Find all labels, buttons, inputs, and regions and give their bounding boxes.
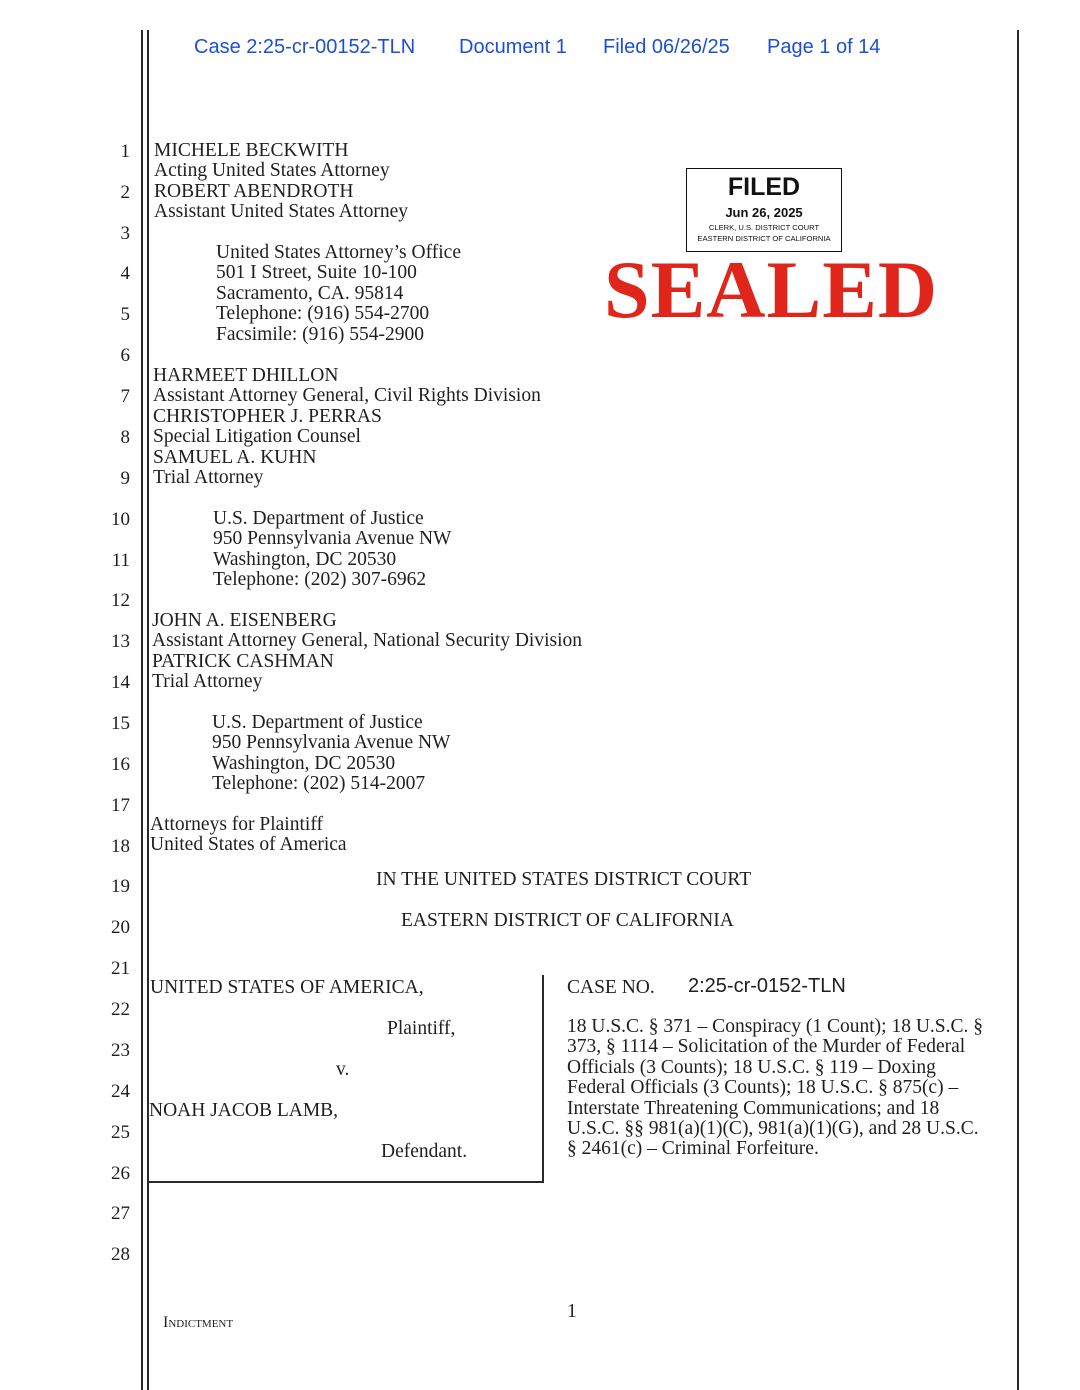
address-line: Telephone: (202) 514-2007 xyxy=(212,773,426,795)
line-number: 23 xyxy=(111,1040,130,1061)
defendant-role: Defendant. xyxy=(381,1141,468,1162)
line-number: 28 xyxy=(111,1244,130,1265)
header-filed-date: Filed 06/26/25 xyxy=(603,36,730,58)
filed-stamp-district: EASTERN DISTRICT OF CALIFORNIA xyxy=(697,234,831,243)
versus: v. xyxy=(336,1059,350,1080)
attorney-title: Acting United States Attorney xyxy=(154,160,390,182)
line-number: 21 xyxy=(111,958,130,979)
address-line: U.S. Department of Justice xyxy=(213,508,424,529)
line-number: 10 xyxy=(111,509,130,530)
attorney-line: CHRISTOPHER J. PERRAS xyxy=(153,405,382,427)
line-number: 9 xyxy=(120,468,130,489)
line-number: 4 xyxy=(120,263,130,284)
defendant-name: NOAH JACOB LAMB, xyxy=(149,1100,339,1121)
attorney-line: JOHN A. EISENBERG xyxy=(152,610,337,631)
line-number: 18 xyxy=(111,836,130,857)
line-number: 5 xyxy=(120,304,130,325)
address-line: Facsimile: (916) 554-2900 xyxy=(216,323,424,345)
line-number: 13 xyxy=(111,631,130,652)
plaintiff-name: UNITED STATES OF AMERICA, xyxy=(150,977,424,998)
caption-vertical-divider xyxy=(542,975,544,1182)
line-number: 11 xyxy=(111,550,130,571)
court-title: IN THE UNITED STATES DISTRICT COURT xyxy=(376,869,752,890)
attorney-address-doj-1 xyxy=(213,509,451,591)
footer-document-label: Indictment xyxy=(163,1314,234,1331)
address-line: 950 Pennsylvania Avenue NW xyxy=(213,528,452,550)
attorney-block-national-security xyxy=(152,611,582,693)
attorney-name: MICHELE BECKWITH xyxy=(154,140,349,161)
line-number: 6 xyxy=(120,345,130,366)
line-number: 15 xyxy=(111,713,130,734)
header-document: Document 1 xyxy=(459,36,567,58)
attorney-line: SAMUEL A. KUHN xyxy=(153,446,317,468)
attorney-line: PATRICK CASHMAN xyxy=(152,650,334,672)
case-number-label: CASE NO. xyxy=(567,977,655,998)
line-number: 14 xyxy=(111,672,130,693)
attorneys-for-plaintiff xyxy=(150,815,347,856)
caption-horizontal-divider xyxy=(148,1181,544,1183)
attorney-name: ROBERT ABENDROTH xyxy=(154,180,354,202)
line-number: 3 xyxy=(120,223,130,244)
charge-line: Officials (3 Counts); 18 U.S.C. § 119 – Doxing xyxy=(567,1056,936,1078)
line-number: 19 xyxy=(111,876,130,897)
plaintiff-role: Plaintiff, xyxy=(387,1018,456,1039)
filed-stamp-date: Jun 26, 2025 xyxy=(725,205,803,220)
attorney-title: Assistant United States Attorney xyxy=(154,201,409,223)
line-number: 22 xyxy=(111,999,130,1020)
charge-line: U.S.C. §§ 981(a)(1)(C), 981(a)(1)(G), and 28 U.S.C. xyxy=(567,1118,979,1140)
charge-line: 373, § 1114 – Solicitation of the Murder of Federal xyxy=(567,1036,966,1058)
address-line: Sacramento, CA. 95814 xyxy=(216,282,404,304)
line-number: 17 xyxy=(111,795,130,816)
ecf-header xyxy=(194,36,914,62)
charges-list xyxy=(567,1017,983,1160)
court-district: EASTERN DISTRICT OF CALIFORNIA xyxy=(401,910,734,931)
filed-stamp-clerk: CLERK, U.S. DISTRICT COURT xyxy=(708,223,820,232)
line-number: 12 xyxy=(111,590,130,611)
address-line: Telephone: (202) 307-6962 xyxy=(213,569,427,591)
left-margin-rule-inner xyxy=(147,30,149,1390)
address-line: 950 Pennsylvania Avenue NW xyxy=(212,732,451,754)
footer-page-number: 1 xyxy=(567,1301,577,1322)
attorney-line: Assistant Attorney General, Civil Rights Division xyxy=(153,385,541,407)
address-line: 501 I Street, Suite 10-100 xyxy=(216,262,417,284)
line-number: 16 xyxy=(111,754,130,775)
case-number-value: 2:25-cr-0152-TLN xyxy=(688,975,846,997)
attorneys-for-line: Attorneys for Plaintiff xyxy=(150,814,323,835)
left-margin-rule-outer xyxy=(141,30,143,1390)
attorneys-for-line: United States of America xyxy=(150,834,347,856)
line-number: 20 xyxy=(111,917,130,938)
charge-line: Federal Officials (3 Counts); 18 U.S.C. § 875(c) – xyxy=(567,1077,959,1099)
address-line: Telephone: (916) 554-2700 xyxy=(216,303,430,325)
charge-line: § 2461(c) – Criminal Forfeiture. xyxy=(567,1138,819,1160)
line-number: 7 xyxy=(120,386,130,407)
right-margin-rule xyxy=(1017,30,1019,1390)
attorney-block-civil-rights xyxy=(153,366,541,488)
sealed-stamp: SEALED xyxy=(604,244,939,335)
line-number: 1 xyxy=(120,141,130,162)
charge-line: Interstate Threatening Communications; and 18 xyxy=(567,1097,940,1119)
attorney-line: Assistant Attorney General, National Security Division xyxy=(152,630,583,652)
address-line: U.S. Department of Justice xyxy=(212,712,423,733)
header-page: Page 1 of 14 xyxy=(767,36,881,58)
attorney-line: Trial Attorney xyxy=(153,467,264,489)
line-number: 8 xyxy=(120,427,130,448)
filed-stamp xyxy=(686,168,842,252)
line-number: 24 xyxy=(111,1081,130,1102)
filed-stamp-title: FILED xyxy=(727,173,801,201)
attorney-address-doj-2 xyxy=(212,713,450,795)
line-number: 25 xyxy=(111,1122,130,1143)
attorney-address-sacramento xyxy=(216,243,461,345)
address-line: United States Attorney’s Office xyxy=(216,242,461,263)
attorney-line: HARMEET DHILLON xyxy=(153,365,339,386)
address-line: Washington, DC 20530 xyxy=(212,752,396,774)
header-case-number: Case 2:25-cr-00152-TLN xyxy=(194,36,416,58)
attorney-line: Special Litigation Counsel xyxy=(153,426,361,448)
address-line: Washington, DC 20530 xyxy=(213,548,397,570)
charge-line: 18 U.S.C. § 371 – Conspiracy (1 Count); 18 U.S.C. § xyxy=(567,1016,984,1037)
line-number: 27 xyxy=(111,1203,130,1224)
line-number: 26 xyxy=(111,1163,130,1184)
attorney-block-eastern-district xyxy=(154,141,408,223)
line-number: 2 xyxy=(120,182,130,203)
attorney-line: Trial Attorney xyxy=(152,671,263,693)
